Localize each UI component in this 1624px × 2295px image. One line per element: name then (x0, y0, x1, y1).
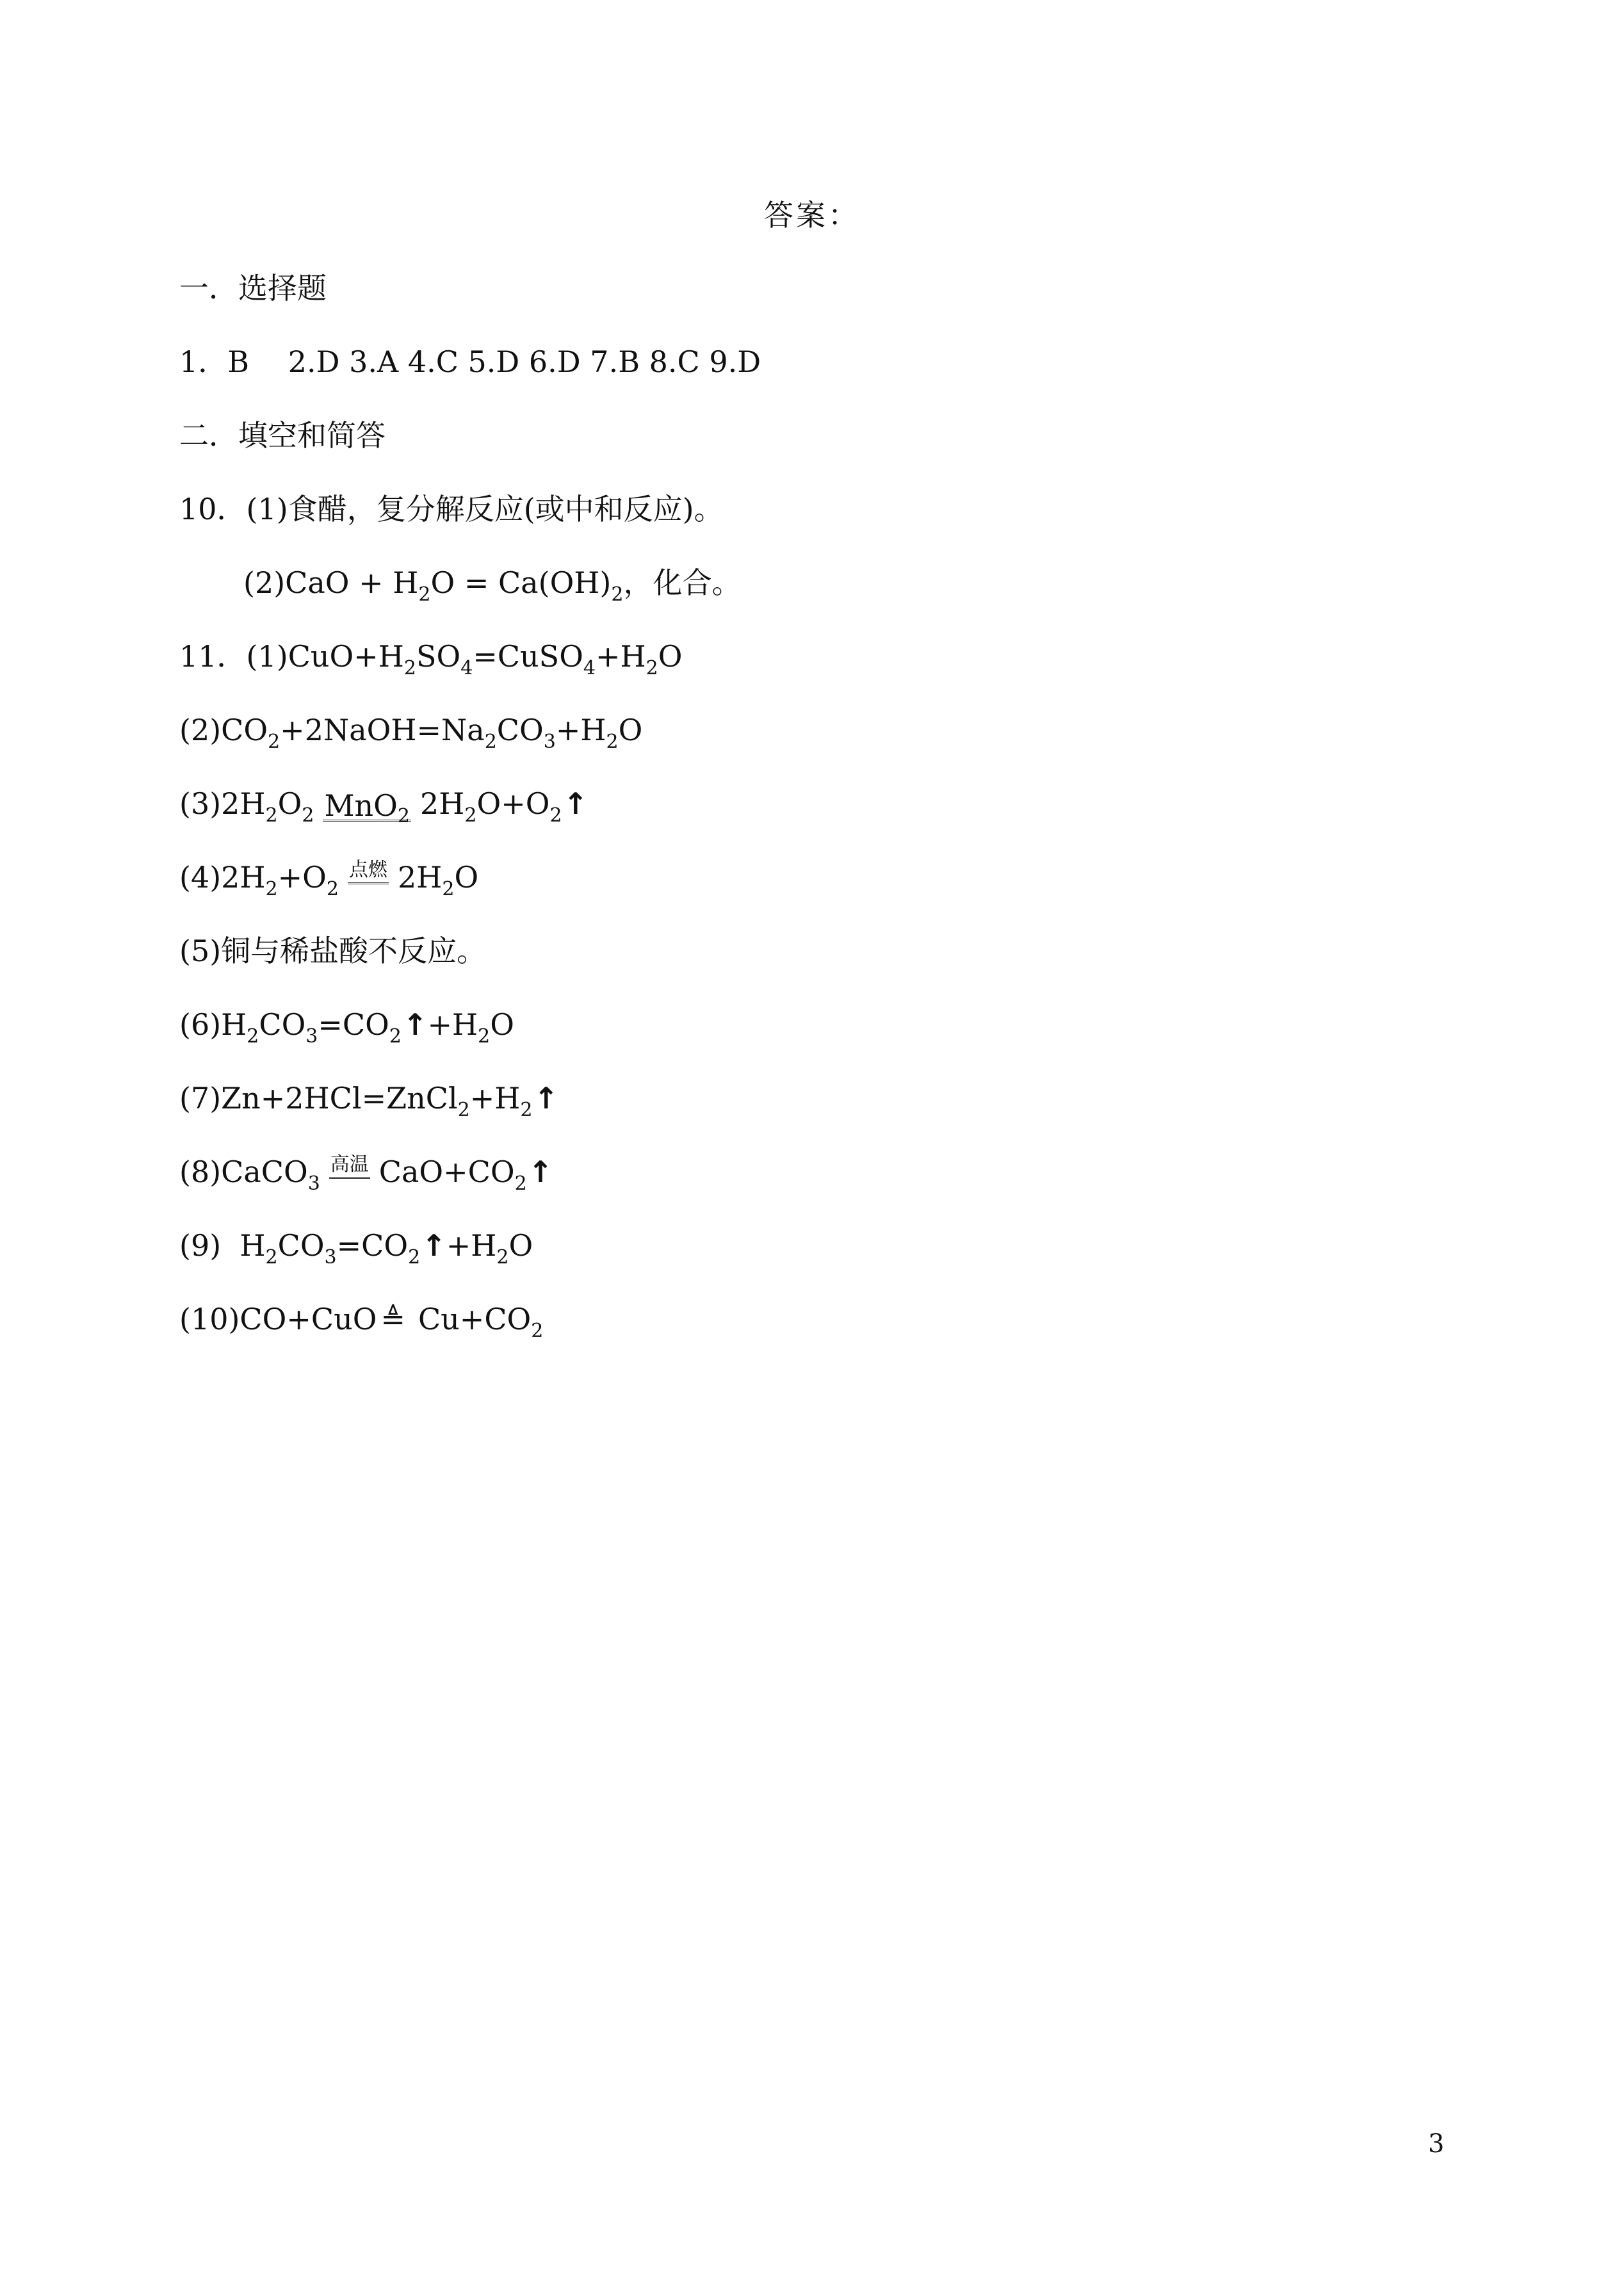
text: +H (596, 639, 646, 674)
reaction-condition (348, 861, 389, 884)
subscript: 2 (397, 804, 410, 827)
text: +H (555, 713, 606, 747)
text: (7)Zn+2HCl=ZnCl (179, 1081, 458, 1115)
page-title: 答案： (764, 198, 860, 232)
text: (2)CO (179, 713, 268, 747)
subscript: 4 (460, 657, 473, 679)
answer-10-2 (243, 564, 742, 606)
subscript: 3 (324, 1246, 337, 1269)
answer-11-9 (179, 1226, 533, 1269)
text: O+O (476, 786, 550, 821)
text: ，化合。 (623, 565, 742, 600)
text: O (454, 860, 479, 895)
gas-arrow-icon: ↑ (402, 1007, 428, 1042)
text: Cu+CO (418, 1302, 532, 1336)
text: (4)2H (179, 860, 266, 895)
subscript: 3 (543, 731, 556, 753)
heat-condition-icon: ≜ (380, 1302, 405, 1336)
answer-11-5: (5)铜与稀盐酸不反应。 (179, 934, 487, 968)
subscript: 2 (457, 1099, 470, 1121)
text: (6)H (179, 1007, 247, 1042)
subscript: 2 (247, 1025, 259, 1048)
subscript: 2 (408, 1246, 421, 1269)
subscript: 2 (646, 657, 658, 679)
answer-11-8 (179, 1153, 553, 1195)
text: =CuSO (473, 639, 583, 674)
text: O (277, 786, 302, 821)
answer-11-7 (179, 1079, 559, 1121)
subscript: 2 (403, 657, 416, 679)
subscript: 2 (496, 1246, 509, 1269)
gas-arrow-icon: ↑ (421, 1228, 446, 1263)
text: +H (469, 1081, 521, 1115)
condition-text: 高温 (329, 1155, 370, 1179)
answer-11-2 (179, 711, 643, 753)
text: 11．(1)CuO+H (179, 639, 404, 674)
subscript: 2 (611, 583, 624, 606)
subscript: 2 (531, 1320, 544, 1342)
subscript: 2 (442, 878, 455, 900)
subscript: 4 (583, 657, 596, 679)
section-heading-choice: 一．选择题 (179, 271, 327, 305)
text: (9) H (179, 1228, 266, 1263)
subscript: 2 (268, 731, 280, 753)
subscript: 2 (514, 1172, 527, 1195)
text: CO (496, 713, 544, 747)
text: O = Ca(OH) (430, 565, 612, 600)
text: CaO+CO (378, 1155, 515, 1189)
text: O (508, 1228, 533, 1263)
text: (2)CaO + H (243, 565, 419, 600)
text: +H (427, 1007, 478, 1042)
answer-11-3 (179, 784, 589, 827)
gas-arrow-icon: ↑ (563, 786, 589, 821)
answer-11-6 (179, 1005, 514, 1048)
subscript: 3 (307, 1172, 320, 1195)
text: CO (277, 1228, 325, 1263)
text: =CO (336, 1228, 409, 1263)
subscript: 2 (549, 804, 562, 827)
text: 2H (398, 860, 443, 895)
subscript: 2 (389, 1025, 402, 1048)
text: (8)CaCO (179, 1155, 308, 1189)
answer-11-4 (179, 858, 479, 900)
subscript: 2 (464, 804, 477, 827)
subscript: 2 (478, 1025, 491, 1048)
answer-11-1 (179, 637, 683, 679)
subscript: 2 (265, 804, 278, 827)
section-heading-fill: 二．填空和简答 (179, 418, 386, 453)
condition-text: 点燃 (348, 861, 389, 884)
page-number: 3 (1428, 2129, 1445, 2159)
text: O (618, 713, 643, 747)
text: CO (259, 1007, 306, 1042)
subscript: 2 (265, 878, 278, 900)
subscript: 2 (484, 731, 497, 753)
subscript: 2 (606, 731, 619, 753)
reaction-condition (329, 1155, 370, 1179)
text: O (490, 1007, 514, 1042)
answer-11-10 (179, 1300, 544, 1342)
subscript: 2 (418, 583, 431, 606)
text: 2H (420, 786, 465, 821)
catalyst-text: MnO (324, 788, 398, 823)
text: (10)CO+CuO (179, 1302, 377, 1336)
gas-arrow-icon: ↑ (533, 1081, 559, 1115)
subscript: 2 (302, 804, 314, 827)
subscript: 2 (265, 1246, 278, 1269)
text: =CO (318, 1007, 389, 1042)
subscript: 3 (305, 1025, 318, 1048)
subscript: 2 (326, 878, 339, 900)
text: +2NaOH=Na (280, 713, 485, 747)
text: O (658, 639, 683, 674)
text: +H (446, 1228, 497, 1263)
text: (3)2H (179, 786, 266, 821)
text: SO (416, 639, 461, 674)
text: +O (277, 860, 327, 895)
answer-10-1: 10．(1)食醋，复分解反应(或中和反应)。 (179, 492, 724, 526)
reaction-condition (323, 788, 411, 827)
choice-answers: 1．B 2.D 3.A 4.C 5.D 6.D 7.B 8.C 9.D (179, 345, 761, 379)
gas-arrow-icon: ↑ (528, 1155, 553, 1189)
subscript: 2 (520, 1099, 533, 1121)
